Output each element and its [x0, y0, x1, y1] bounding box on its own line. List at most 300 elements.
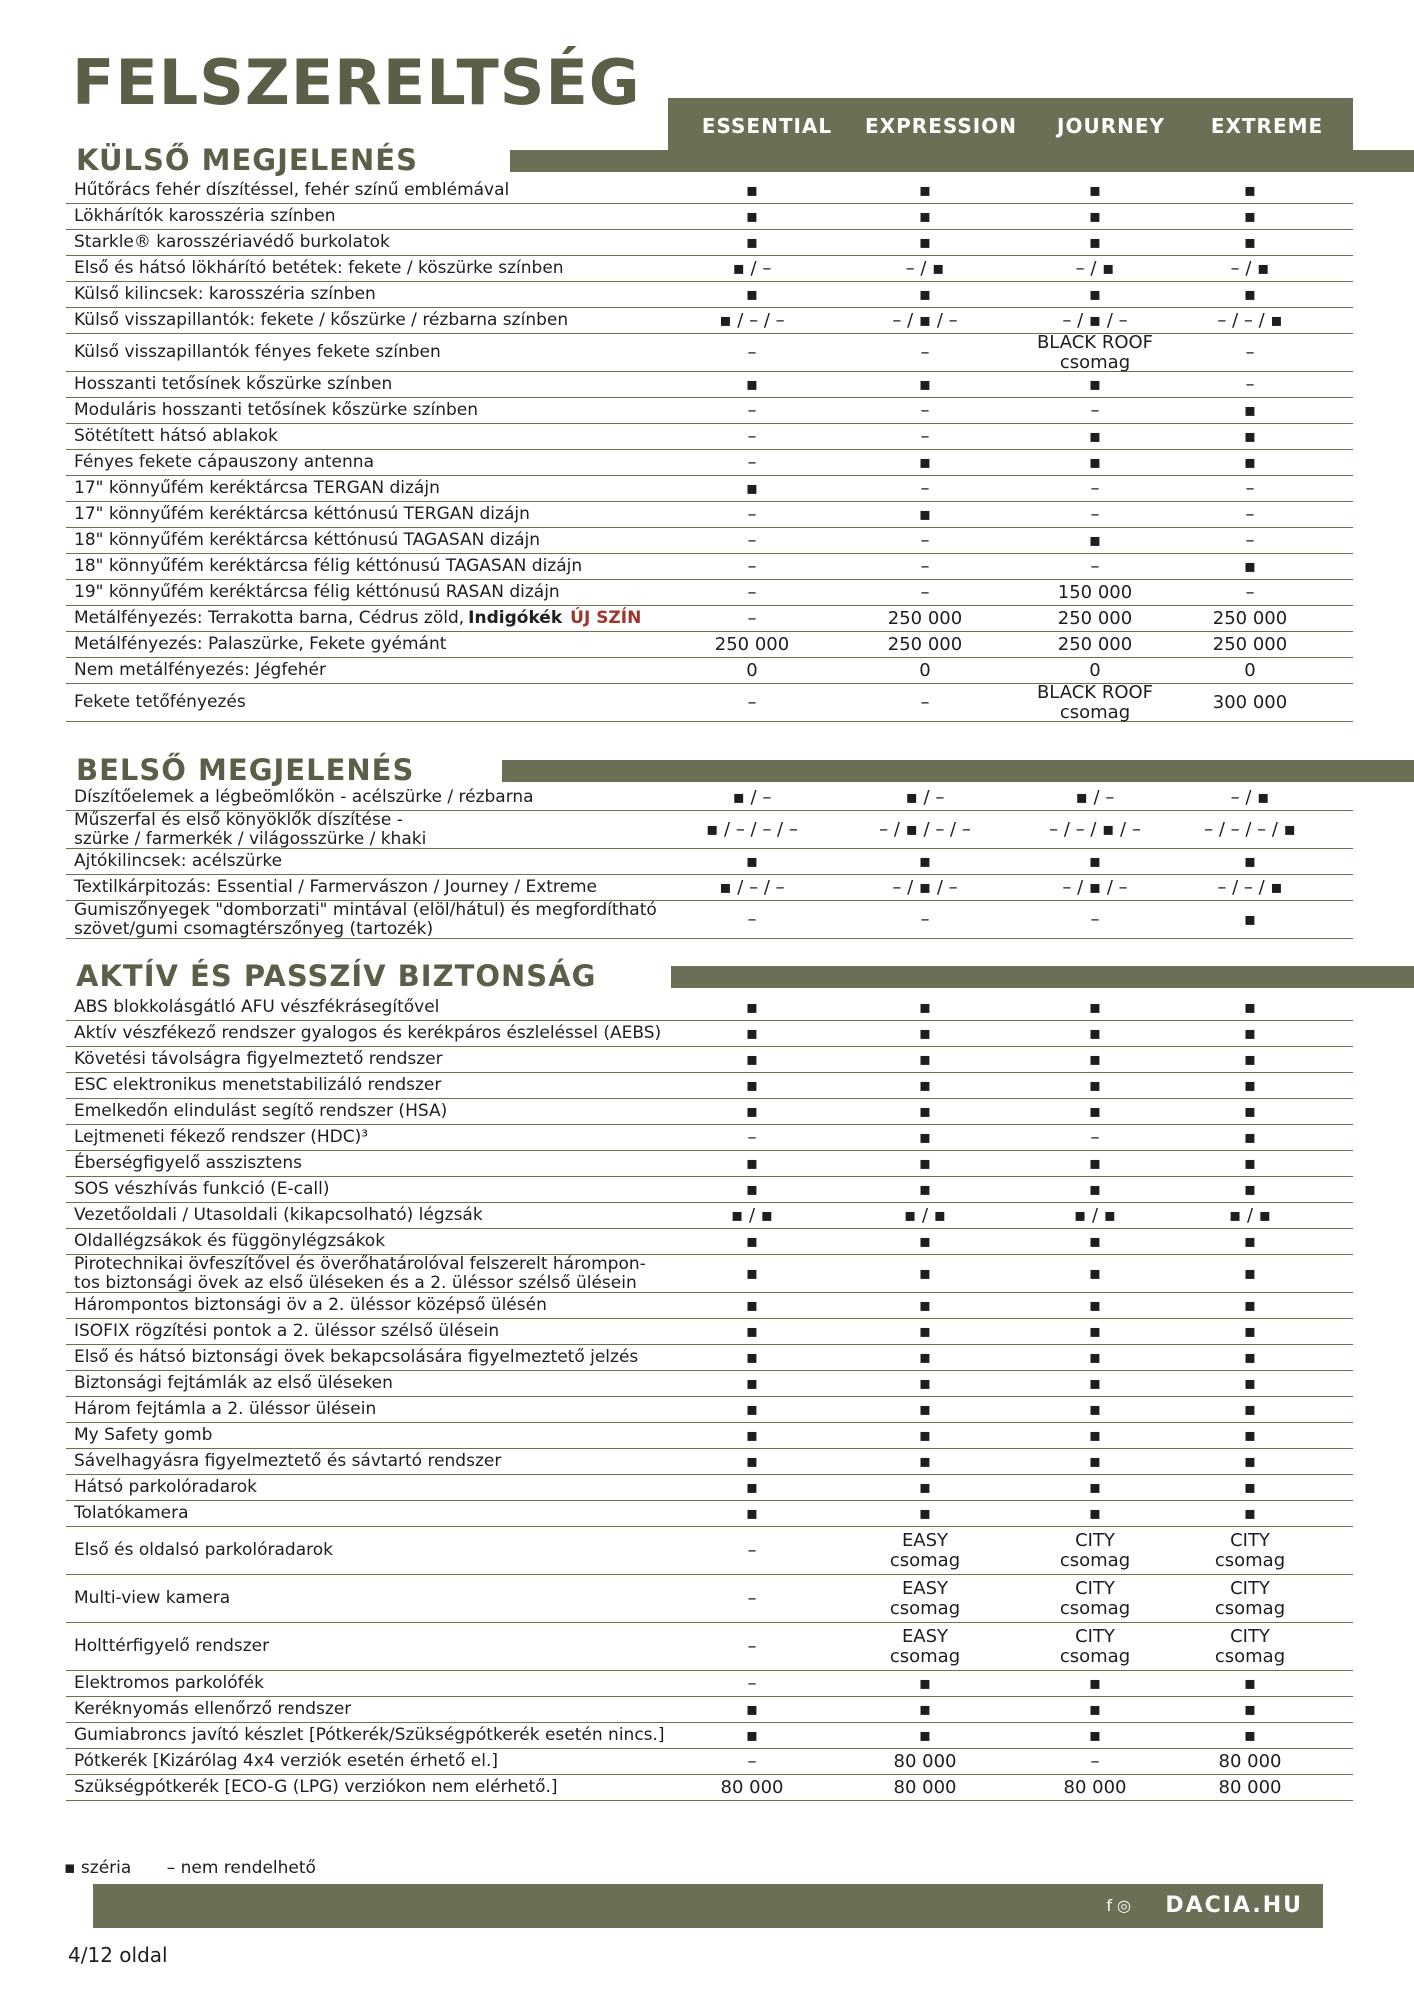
row-label-text: 18" könnyűfém keréktárcsa kéttónusú TAGASAN dizájn [74, 530, 541, 550]
cell-essential: – [747, 555, 757, 577]
row-label [74, 1319, 714, 1344]
row-label-text: Fényes fekete cápauszony antenna [74, 452, 374, 472]
cell-extreme: ▪ [1243, 1398, 1257, 1420]
cell-journey: BLACK ROOF csomag [1036, 331, 1154, 373]
cell-journey: ▪ [1088, 1502, 1102, 1524]
row-label [74, 849, 714, 874]
cell-expression: ▪ [918, 850, 932, 872]
cell-essential: ▪ [745, 1262, 759, 1284]
cell-essential: ▪ [745, 1398, 759, 1420]
cell-essential: ▪ [745, 850, 759, 872]
column-header-expression: EXPRESSION [865, 114, 1017, 138]
row-label [74, 1749, 714, 1774]
cell-essential: ▪ [745, 996, 759, 1018]
table-row [66, 1475, 1353, 1501]
row-label-text: Multi-view kamera [74, 1588, 231, 1608]
row-label-text: Emelkedőn elindulást segítő rendszer (HSA) [74, 1101, 448, 1121]
table-row [66, 1255, 1353, 1293]
cell-expression: EASY csomag [889, 1529, 961, 1571]
cell-journey: ▪ [1088, 850, 1102, 872]
row-label-highlight: Indigókék [468, 608, 563, 628]
cell-essential: – [747, 908, 757, 930]
cell-expression: EASY csomag [889, 1577, 961, 1619]
row-label-text: ISOFIX rögzítési pontok a 2. üléssor szélső ülésein [74, 1321, 500, 1341]
cell-expression: ▪ [918, 373, 932, 395]
table-row [66, 1203, 1353, 1229]
cell-essential: ▪ [745, 1022, 759, 1044]
table-row [66, 1449, 1353, 1475]
row-label [74, 1475, 714, 1500]
table-row [66, 849, 1353, 875]
table-row [66, 1501, 1353, 1527]
row-label [74, 995, 714, 1020]
cell-expression: ▪ [918, 503, 932, 525]
cell-journey: ▪ [1088, 231, 1102, 253]
cell-extreme: – / – / ▪ [1217, 309, 1283, 331]
table-row [66, 811, 1353, 849]
cell-extreme: 80 000 [1218, 1750, 1282, 1772]
cell-expression: ▪ [918, 231, 932, 253]
cell-essential: ▪ [745, 1152, 759, 1174]
cell-extreme: ▪ [1243, 850, 1257, 872]
cell-journey: ▪ [1088, 425, 1102, 447]
cell-journey: ▪ [1088, 451, 1102, 473]
table-row [66, 230, 1353, 256]
row-label [74, 450, 714, 475]
cell-expression: ▪ [918, 1022, 932, 1044]
cell-extreme: – [1245, 373, 1255, 395]
cell-journey: ▪ [1088, 1450, 1102, 1472]
cell-expression: – / ▪ / – [892, 876, 958, 898]
table-row [66, 658, 1353, 684]
cell-expression: ▪ [918, 1294, 932, 1316]
table-row [66, 1371, 1353, 1397]
row-label-text: Éberségfigyelő asszisztens [74, 1153, 302, 1173]
row-label [74, 1293, 714, 1318]
row-label-text: Díszítőelemek a légbeömlőkön - acélszürke / rézbarna [74, 787, 534, 807]
cell-extreme: ▪ [1243, 1100, 1257, 1122]
cell-extreme: 250 000 [1212, 633, 1288, 655]
section-rows [66, 178, 1353, 722]
table-row [66, 256, 1353, 282]
row-label-text: Oldallégzsákok és függönylégzsákok [74, 1231, 386, 1251]
cell-journey: ▪ [1088, 1074, 1102, 1096]
cell-essential: 80 000 [720, 1776, 784, 1798]
cell-expression: ▪ [918, 1372, 932, 1394]
row-label-text: Vezetőoldali / Utasoldali (kikapcsolható) légzsák [74, 1205, 483, 1225]
cell-essential: 0 [746, 659, 758, 681]
cell-journey: CITY csomag [1059, 1625, 1131, 1667]
row-label [74, 1099, 714, 1124]
cell-essential: – [747, 607, 757, 629]
cell-essential: – [747, 1635, 757, 1657]
table-row [66, 1099, 1353, 1125]
cell-extreme: – / – / – / ▪ [1204, 818, 1296, 840]
table-row [66, 1345, 1353, 1371]
cell-journey: – [1090, 1126, 1100, 1148]
cell-essential: – [747, 529, 757, 551]
cell-extreme: ▪ [1243, 1230, 1257, 1252]
column-header-essential: ESSENTIAL [701, 114, 833, 138]
row-label [74, 684, 714, 721]
table-row [66, 1423, 1353, 1449]
cell-extreme: – / ▪ [1230, 257, 1270, 279]
table-row [66, 1623, 1353, 1671]
cell-essential: ▪ [745, 231, 759, 253]
row-label-text: Hűtőrács fehér díszítéssel, fehér színű emblémával [74, 180, 510, 200]
brand-link[interactable]: DACIA.HU [1165, 1893, 1303, 1918]
cell-extreme: ▪ [1243, 1320, 1257, 1342]
cell-extreme: ▪ [1243, 231, 1257, 253]
table-row [66, 282, 1353, 308]
row-label [74, 1397, 714, 1422]
cell-journey: ▪ [1088, 1724, 1102, 1746]
cell-expression: ▪ / ▪ [904, 1204, 946, 1226]
cell-journey: ▪ [1088, 1178, 1102, 1200]
row-label-text: Hátsó parkolóradarok [74, 1477, 257, 1497]
table-row [66, 554, 1353, 580]
cell-essential: – [747, 503, 757, 525]
cell-extreme: ▪ [1243, 1476, 1257, 1498]
cell-journey: ▪ [1088, 1672, 1102, 1694]
row-label-text: Hosszanti tetősínek kőszürke színben [74, 374, 393, 394]
cell-extreme: ▪ [1243, 996, 1257, 1018]
cell-journey: – / ▪ [1075, 257, 1115, 279]
section-header [66, 754, 1353, 786]
cell-extreme: 80 000 [1218, 1776, 1282, 1798]
cell-essential: ▪ / ▪ [731, 1204, 773, 1226]
row-label [74, 658, 714, 683]
cell-extreme: ▪ [1243, 1372, 1257, 1394]
cell-extreme: ▪ [1243, 399, 1257, 421]
cell-essential: – [747, 1672, 757, 1694]
table-row [66, 308, 1353, 334]
legend-not-available: – nem rendelhető [166, 1858, 316, 1878]
page-title: FELSZERELTSÉG [72, 46, 641, 119]
cell-essential: ▪ [745, 205, 759, 227]
table-row [66, 785, 1353, 811]
page-number: 4/12 oldal [68, 1943, 168, 1967]
table-row [66, 606, 1353, 632]
row-label [74, 398, 714, 423]
row-label [74, 1575, 714, 1622]
row-label [74, 424, 714, 449]
cell-journey: ▪ [1088, 1230, 1102, 1252]
row-label [74, 1047, 714, 1072]
cell-extreme: ▪ [1243, 1152, 1257, 1174]
legend [64, 1858, 346, 1878]
cell-extreme: ▪ / ▪ [1229, 1204, 1271, 1226]
cell-extreme: ▪ [1243, 205, 1257, 227]
row-label [74, 1371, 714, 1396]
table-row [66, 1151, 1353, 1177]
row-label-text: Metálfényezés: Terrakotta barna, Cédrus zöld, [74, 608, 465, 628]
cell-essential: ▪ [745, 1294, 759, 1316]
row-label [74, 1527, 714, 1574]
footer-bar [93, 1884, 1323, 1928]
cell-essential: – [747, 1750, 757, 1772]
cell-journey: ▪ [1088, 283, 1102, 305]
legend-series: ▪ széria [64, 1858, 132, 1878]
row-label [74, 372, 714, 397]
row-label-text: Sávelhagyásra figyelmeztető és sávtartó rendszer [74, 1451, 502, 1471]
row-label [74, 256, 714, 281]
table-row [66, 1177, 1353, 1203]
row-label-text: ESC elektronikus menetstabilizáló rendszer [74, 1075, 442, 1095]
row-label [74, 334, 714, 371]
cell-essential: – [747, 1539, 757, 1561]
cell-essential: – [747, 399, 757, 421]
cell-extreme: ▪ [1243, 1022, 1257, 1044]
row-label-text: My Safety gomb [74, 1425, 213, 1445]
cell-expression: – [920, 555, 930, 577]
row-label [74, 1345, 714, 1370]
cell-essential: ▪ [745, 1178, 759, 1200]
row-label-text: Hárompontos biztonsági öv a 2. üléssor középső ülésén [74, 1295, 547, 1315]
row-label [74, 282, 714, 307]
cell-journey: – [1090, 503, 1100, 525]
row-label-text: SOS vészhívás funkció (E-call) [74, 1179, 330, 1199]
cell-journey: ▪ [1088, 1320, 1102, 1342]
row-label-text: Külső kilincsek: karosszéria színben [74, 284, 376, 304]
row-label [74, 308, 714, 333]
cell-extreme: – [1245, 503, 1255, 525]
cell-essential: ▪ [745, 283, 759, 305]
cell-expression: 250 000 [887, 633, 963, 655]
cell-essential: – [747, 425, 757, 447]
cell-essential: ▪ / – / – / – [706, 818, 798, 840]
row-label-text: Pirotechnikai övfeszítővel és överőhatárolóval felszerelt hárompon- tos biztonsági övek az első üléseken és a 2. üléssor szélső ülésein [74, 1253, 646, 1293]
cell-essential: ▪ [745, 1372, 759, 1394]
cell-expression: 80 000 [893, 1750, 957, 1772]
cell-essential: – [747, 1126, 757, 1148]
social-icons[interactable]: f ◎ [1106, 1896, 1131, 1915]
row-label-text: Holttérfigyelő rendszer [74, 1636, 270, 1656]
cell-journey: ▪ [1088, 1100, 1102, 1122]
cell-expression: ▪ [918, 1074, 932, 1096]
row-label-text: Fekete tetőfényezés [74, 692, 246, 712]
row-label-text: Lökhárítók karosszéria színben [74, 206, 336, 226]
row-label-text: Első és oldalsó parkolóradarok [74, 1540, 334, 1560]
cell-expression: ▪ [918, 1450, 932, 1472]
section-bar [502, 760, 1414, 782]
cell-extreme: – [1245, 529, 1255, 551]
cell-expression: ▪ [918, 1346, 932, 1368]
cell-expression: ▪ [918, 1724, 932, 1746]
table-row [66, 1527, 1353, 1575]
cell-expression: ▪ [918, 996, 932, 1018]
cell-journey: – / – / ▪ / – [1049, 818, 1141, 840]
cell-expression: 0 [919, 659, 931, 681]
row-label-text: Külső visszapillantók: fekete / kőszürke / rézbarna színben [74, 310, 569, 330]
cell-essential: ▪ [745, 1698, 759, 1720]
row-label-text: 17" könnyűfém keréktárcsa TERGAN dizájn [74, 478, 440, 498]
cell-extreme: ▪ [1243, 555, 1257, 577]
row-label [74, 204, 714, 229]
cell-journey: ▪ [1088, 1698, 1102, 1720]
cell-extreme: ▪ [1243, 179, 1257, 201]
table-row [66, 528, 1353, 554]
cell-journey: CITY csomag [1059, 1529, 1131, 1571]
table-row [66, 204, 1353, 230]
cell-extreme: – [1245, 477, 1255, 499]
row-label [74, 230, 714, 255]
cell-extreme: – / ▪ [1230, 786, 1270, 808]
table-row [66, 681, 1353, 723]
cell-expression: ▪ [918, 1178, 932, 1200]
row-label-text: Keréknyomás ellenőrző rendszer [74, 1699, 352, 1719]
row-label-text: Szükségpótkerék [ECO-G (LPG) verziókon nem elérhető.] [74, 1777, 558, 1797]
cell-extreme: ▪ [1243, 1126, 1257, 1148]
row-label-text: Három fejtámla a 2. üléssor ülésein [74, 1399, 377, 1419]
table-row [66, 424, 1353, 450]
cell-journey: 80 000 [1063, 1776, 1127, 1798]
cell-expression: ▪ [918, 451, 932, 473]
row-label [74, 1449, 714, 1474]
cell-extreme: 0 [1244, 659, 1256, 681]
table-row [66, 901, 1353, 939]
cell-essential: ▪ / – / – [719, 876, 785, 898]
row-label [74, 1073, 714, 1098]
table-row [66, 178, 1353, 204]
cell-expression: ▪ [918, 1100, 932, 1122]
row-label [74, 1697, 714, 1722]
cell-journey: 250 000 [1057, 607, 1133, 629]
row-label-text: Gumiszőnyegek "domborzati" mintával (elöl/hátul) és megfordítható szövet/gumi csomagtérszőnyeg (tartozék) [74, 899, 657, 939]
row-label-text: Sötétített hátsó ablakok [74, 426, 278, 446]
cell-expression: 250 000 [887, 607, 963, 629]
section-rows [66, 785, 1353, 939]
cell-essential: ▪ [745, 1424, 759, 1446]
table-row [66, 1775, 1353, 1801]
cell-expression: – [920, 908, 930, 930]
row-label-text: Lejtmeneti fékező rendszer (HDC)³ [74, 1127, 369, 1147]
cell-expression: – / ▪ [905, 257, 945, 279]
row-label [74, 554, 714, 579]
cell-extreme: – [1245, 341, 1255, 363]
cell-expression: – / ▪ / – [892, 309, 958, 331]
row-label [74, 606, 714, 631]
cell-expression: ▪ [918, 1698, 932, 1720]
cell-essential: 250 000 [714, 633, 790, 655]
row-label-text: Pótkerék [Kizárólag 4x4 verziók esetén érhető el.] [74, 1751, 498, 1771]
new-color-badge: ÚJ SZÍN [570, 608, 642, 628]
row-label-text: Műszerfal és első könyöklők díszítése - szürke / farmerkék / világosszürke / khaki [74, 809, 427, 849]
cell-journey: ▪ [1088, 205, 1102, 227]
row-label [74, 1671, 714, 1696]
table-row [66, 331, 1353, 373]
row-label-text: Gumiabroncs javító készlet [Pótkerék/Szükségpótkerék esetén nincs.] [74, 1725, 665, 1745]
cell-journey: ▪ / ▪ [1074, 1204, 1116, 1226]
row-label [74, 476, 714, 501]
cell-expression: ▪ [918, 1262, 932, 1284]
section-title: AKTÍV ÉS PASSZÍV BIZTONSÁG [76, 959, 597, 993]
cell-journey: – [1090, 1750, 1100, 1772]
cell-extreme: ▪ [1243, 1074, 1257, 1096]
table-row [66, 1073, 1353, 1099]
cell-essential: ▪ [745, 1074, 759, 1096]
table-row [66, 995, 1353, 1021]
cell-essential: ▪ [745, 1502, 759, 1524]
row-label-text: Külső visszapillantók fényes fekete színben [74, 342, 441, 362]
cell-essential: – [747, 691, 757, 713]
cell-expression: ▪ [918, 179, 932, 201]
table-row [66, 1021, 1353, 1047]
row-label [74, 1177, 714, 1202]
cell-expression: 80 000 [893, 1776, 957, 1798]
table-row [66, 1319, 1353, 1345]
cell-extreme: ▪ [1243, 1424, 1257, 1446]
cell-journey: ▪ [1088, 1152, 1102, 1174]
row-label [74, 1775, 714, 1800]
cell-expression: – [920, 425, 930, 447]
section-bar [510, 150, 1414, 172]
row-label-text: Moduláris hosszanti tetősínek kőszürke színben [74, 400, 478, 420]
cell-journey: 0 [1089, 659, 1101, 681]
row-label [74, 785, 714, 810]
row-label-text: ABS blokkolásgátló AFU vészfékrásegítővel [74, 997, 440, 1017]
cell-journey: – [1090, 477, 1100, 499]
row-label-text: Első és hátsó biztonsági övek bekapcsolására figyelmeztető jelzés [74, 1347, 639, 1367]
table-row [66, 1047, 1353, 1073]
table-row [66, 580, 1353, 606]
table-row [66, 398, 1353, 424]
cell-essential: ▪ [745, 373, 759, 395]
cell-journey: ▪ [1088, 1346, 1102, 1368]
table-row [66, 1697, 1353, 1723]
table-row [66, 1125, 1353, 1151]
table-row [66, 1229, 1353, 1255]
row-label-text: Starkle® karosszériavédő burkolatok [74, 232, 390, 252]
row-label-text: 18" könnyűfém keréktárcsa félig kéttónusú TAGASAN dizájn [74, 556, 583, 576]
cell-journey: CITY csomag [1059, 1577, 1131, 1619]
table-row [66, 1397, 1353, 1423]
row-label-text: Aktív vészfékező rendszer gyalogos és kerékpáros észleléssel (AEBS) [74, 1023, 662, 1043]
cell-essential: ▪ [745, 1048, 759, 1070]
cell-extreme: – [1245, 581, 1255, 603]
table-row [66, 875, 1353, 901]
cell-journey: ▪ [1088, 1262, 1102, 1284]
row-label [74, 901, 714, 938]
row-label [74, 1723, 714, 1748]
cell-extreme: ▪ [1243, 451, 1257, 473]
cell-expression: ▪ [918, 1048, 932, 1070]
table-row [66, 502, 1353, 528]
cell-expression: ▪ [918, 1476, 932, 1498]
cell-journey: ▪ [1088, 1022, 1102, 1044]
row-label-text: Biztonsági fejtámlák az első üléseken [74, 1373, 393, 1393]
row-label [74, 1151, 714, 1176]
row-label-text: Nem metálfényezés: Jégfehér [74, 660, 327, 680]
cell-extreme: ▪ [1243, 1048, 1257, 1070]
cell-extreme: 300 000 [1212, 691, 1288, 713]
table-row [66, 1749, 1353, 1775]
cell-essential: ▪ / – / – [719, 309, 785, 331]
cell-essential: ▪ / – [732, 257, 772, 279]
cell-journey: – / ▪ / – [1062, 876, 1128, 898]
cell-expression: – [920, 477, 930, 499]
cell-extreme: ▪ [1243, 1502, 1257, 1524]
cell-expression: ▪ [918, 1126, 932, 1148]
cell-expression: – [920, 581, 930, 603]
cell-journey: ▪ [1088, 179, 1102, 201]
table-row [66, 450, 1353, 476]
cell-expression: ▪ [918, 1230, 932, 1252]
section-title: KÜLSŐ MEGJELENÉS [76, 143, 418, 177]
section-bar [671, 966, 1414, 988]
cell-expression: – [920, 529, 930, 551]
row-label [74, 1125, 714, 1150]
